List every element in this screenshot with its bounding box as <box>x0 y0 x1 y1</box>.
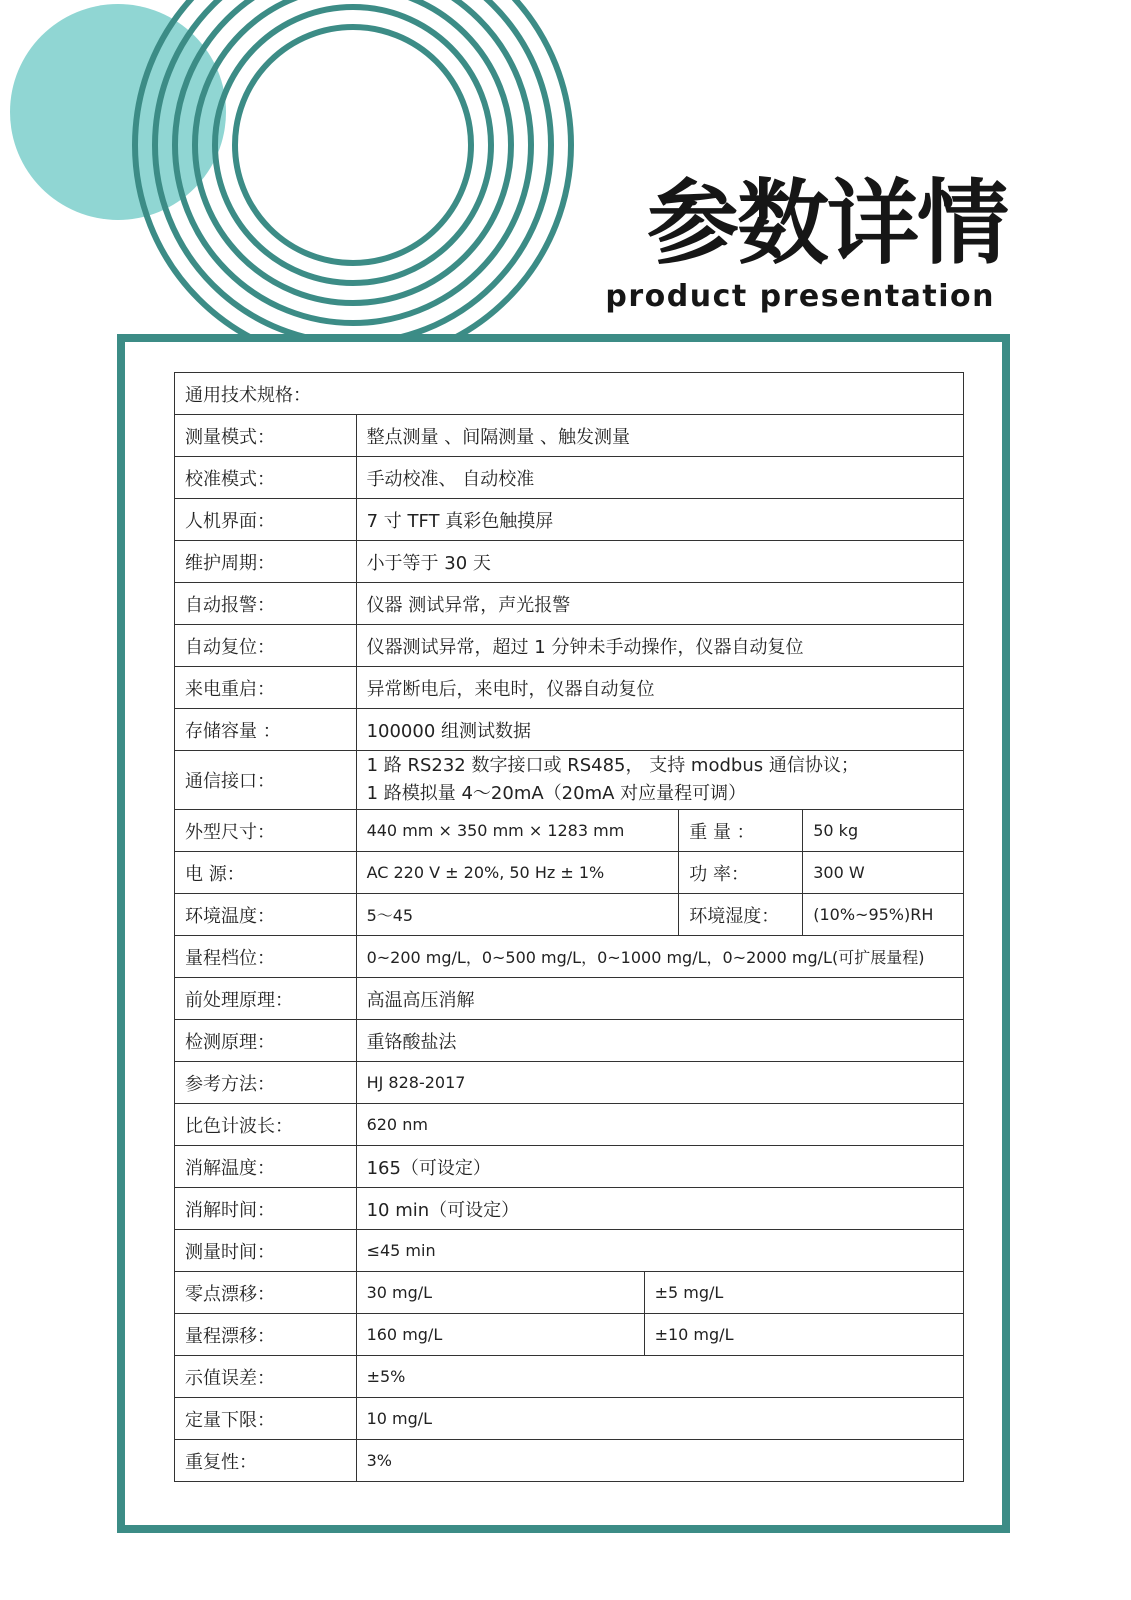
table-row <box>175 625 964 667</box>
table-row <box>175 852 964 894</box>
spec-value: 5～45 <box>356 894 679 936</box>
spec-label: 定量下限： <box>175 1398 357 1440</box>
spec-tolerance: ±5 mg/L <box>644 1272 963 1314</box>
spec-value: (10%~95%)RH <box>803 894 964 936</box>
spec-label: 零点漂移： <box>175 1272 357 1314</box>
spec-label: 重 量 ： <box>679 810 803 852</box>
table-row <box>175 583 964 625</box>
ring-5 <box>155 0 551 343</box>
spec-value: 30 mg/L <box>356 1272 644 1314</box>
table-row <box>175 1398 964 1440</box>
interface-line-1: 1 路 RS232 数字接口或 RS485， 支持 modbus 通信协议； <box>366 755 859 776</box>
table-row <box>175 1062 964 1104</box>
table-row <box>175 1272 964 1314</box>
spec-label: 校准模式： <box>175 457 357 499</box>
ring-3 <box>195 0 511 303</box>
table-row <box>175 415 964 457</box>
ring-2 <box>215 7 491 283</box>
spec-value: 异常断电后，来电时，仪器自动复位 <box>356 667 963 709</box>
spec-label: 测量时间： <box>175 1230 357 1272</box>
spec-value: 100000 组测试数据 <box>356 709 963 751</box>
spec-value: AC 220 V ± 20%, 50 Hz ± 1% <box>356 852 679 894</box>
spec-value: 300 W <box>803 852 964 894</box>
spec-value: 高温高压消解 <box>356 978 963 1020</box>
table-row <box>175 373 964 415</box>
spec-label: 来电重启： <box>175 667 357 709</box>
page-subtitle: product presentation <box>605 279 995 314</box>
table-row <box>175 709 964 751</box>
spec-value: 小于等于 30 天 <box>356 541 963 583</box>
spec-label: 自动报警： <box>175 583 357 625</box>
section-heading: 通用技术规格： <box>175 373 964 415</box>
spec-label: 功 率： <box>679 852 803 894</box>
interface-line-2: 1 路模拟量 4～20mA（20mA 对应量程可调） <box>366 783 747 804</box>
spec-label: 量程档位： <box>175 936 357 978</box>
spec-value: 仪器 测试异常，声光报警 <box>356 583 963 625</box>
table-row <box>175 894 964 936</box>
spec-value: 10 mg/L <box>356 1398 963 1440</box>
spec-label: 参考方法： <box>175 1062 357 1104</box>
table-row <box>175 541 964 583</box>
spec-value: ±5% <box>356 1356 963 1398</box>
table-row <box>175 1188 964 1230</box>
table-row <box>175 1314 964 1356</box>
spec-value: 整点测量 、间隔测量 、触发测量 <box>356 415 963 457</box>
table-row <box>175 810 964 852</box>
table-row <box>175 1104 964 1146</box>
table-row <box>175 1146 964 1188</box>
spec-label: 消解时间： <box>175 1188 357 1230</box>
table-row <box>175 667 964 709</box>
spec-label: 量程漂移： <box>175 1314 357 1356</box>
spec-label: 前处理原理： <box>175 978 357 1020</box>
spec-value: 重铬酸盐法 <box>356 1020 963 1062</box>
table-row <box>175 936 964 978</box>
spec-value: 0~200 mg/L，0~500 mg/L，0~1000 mg/L，0~2000 mg/L(可扩展量程) <box>356 936 963 978</box>
table-row <box>175 457 964 499</box>
spec-label: 维护周期： <box>175 541 357 583</box>
spec-value: HJ 828-2017 <box>356 1062 963 1104</box>
table-row <box>175 1020 964 1062</box>
spec-table <box>174 372 964 1482</box>
table-row <box>175 978 964 1020</box>
spec-label: 通信接口： <box>175 751 357 810</box>
spec-label: 环境温度： <box>175 894 357 936</box>
spec-value: 手动校准、 自动校准 <box>356 457 963 499</box>
spec-value: 7 寸 TFT 真彩色触摸屏 <box>356 499 963 541</box>
spec-value: 620 nm <box>356 1104 963 1146</box>
spec-label: 自动复位： <box>175 625 357 667</box>
table-row <box>175 1230 964 1272</box>
spec-value: 3% <box>356 1440 963 1482</box>
spec-value: 10 min（可设定） <box>356 1188 963 1230</box>
spec-tolerance: ±10 mg/L <box>644 1314 963 1356</box>
spec-value: 160 mg/L <box>356 1314 644 1356</box>
spec-value: ≤45 min <box>356 1230 963 1272</box>
teal-disc <box>10 4 226 220</box>
spec-label: 人机界面： <box>175 499 357 541</box>
spec-value: 165（可设定） <box>356 1146 963 1188</box>
page-title: 参数详情 <box>646 170 1007 277</box>
spec-label: 测量模式： <box>175 415 357 457</box>
table-row <box>175 751 964 810</box>
spec-label: 重复性： <box>175 1440 357 1482</box>
spec-value: 仪器测试异常，超过 1 分钟未手动操作，仪器自动复位 <box>356 625 963 667</box>
table-row <box>175 1356 964 1398</box>
spec-label: 消解温度： <box>175 1146 357 1188</box>
spec-label: 比色计波长： <box>175 1104 357 1146</box>
spec-label: 电 源： <box>175 852 357 894</box>
spec-value-multiline <box>356 751 963 810</box>
spec-value: 50 kg <box>803 810 964 852</box>
table-row <box>175 499 964 541</box>
spec-label: 检测原理： <box>175 1020 357 1062</box>
table-row <box>175 1440 964 1482</box>
spec-label: 外型尺寸： <box>175 810 357 852</box>
ring-1 <box>235 27 471 263</box>
spec-label: 示值误差： <box>175 1356 357 1398</box>
spec-label: 存储容量 ： <box>175 709 357 751</box>
spec-value: 440 mm × 350 mm × 1283 mm <box>356 810 679 852</box>
spec-label: 环境湿度： <box>679 894 803 936</box>
